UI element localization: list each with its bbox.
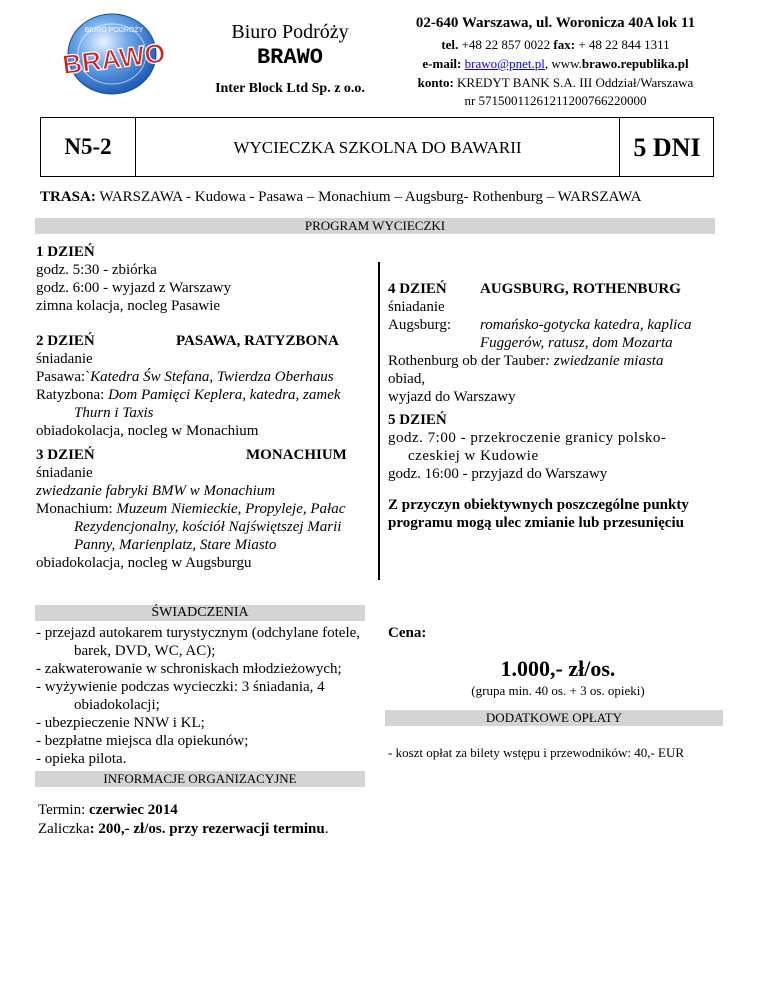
deposit-line [38, 820, 398, 838]
day2-ratyzbona-value: Dom Pamięci Keplera, katedra, zamek [108, 387, 341, 403]
day2-block [36, 332, 366, 440]
program-heading: PROGRAM WYCIECZKI [35, 218, 715, 234]
benefits-list [36, 624, 376, 768]
tour-title-box [40, 117, 714, 177]
logo-main-text: BRAWO [60, 37, 168, 81]
account-bank: KREDYT BANK S.A. III Oddział/Warszawa [457, 75, 694, 90]
day1-block [36, 243, 366, 315]
tel-label: tel. [441, 37, 459, 52]
day3-line: śniadanie [36, 465, 93, 481]
day4-title: 4 DZIEŃ [388, 281, 447, 297]
org-info-heading: INFORMACJE ORGANIZACYJNE [35, 771, 365, 787]
benefit-item: - bezpłatne miejsca dla opiekunów; [36, 733, 249, 749]
day4-line: Fuggerów, ratusz, dom Mozarta [480, 335, 673, 351]
day2-line: Thurn i Taxis [74, 405, 154, 421]
deposit-value: : 200,- zł/os. przy rezerwacji terminu [89, 821, 325, 837]
account-line [383, 73, 728, 92]
day2-places: PASAWA, RATYZBONA [176, 333, 339, 349]
tour-duration: 5 DNI [633, 133, 701, 162]
day4-line: śniadanie [388, 299, 445, 315]
company-logo [52, 8, 176, 98]
day4-line [388, 352, 728, 370]
deposit-end: . [324, 821, 329, 837]
term-value: czerwiec 2014 [89, 802, 178, 818]
day5-title: 5 DZIEŃ [388, 412, 447, 428]
day3-line [36, 500, 371, 518]
day3-block [36, 446, 371, 572]
day4-line [388, 316, 728, 334]
day2-line: obiadokolacja, nocleg w Monachium [36, 423, 259, 439]
extra-fees-heading: DODATKOWE OPŁATY [385, 710, 723, 726]
day2-line [36, 386, 366, 404]
day1-line: godz. 5:30 - zbiórka [36, 262, 157, 278]
brand-name: BRAWO [256, 45, 323, 70]
day4-line: wyjazd do Warszawy [388, 389, 516, 405]
day3-places: MONACHIUM [246, 447, 347, 463]
day4-line: obiad, [388, 371, 426, 387]
day5-line: godz. 7:00 - przekroczenie granicy polsko- [388, 430, 667, 446]
extra-fees-line: - koszt opłat za bilety wstępu i przewodników: 40,- EUR [388, 745, 685, 760]
day2-title: 2 DZIEŃ [36, 333, 95, 349]
benefit-item: - przejazd autokarem turystycznym (odchylane fotele, [36, 625, 361, 641]
term-line [38, 801, 378, 819]
day4-rothenburg-label: Rothenburg ob der Tauber [388, 353, 546, 369]
benefit-item: obiadokolacji; [74, 697, 160, 713]
day2-pasawa-value: Katedra Św Stefana, Twierdza Oberhaus [90, 369, 334, 385]
day3-title: 3 DZIEŃ [36, 447, 95, 463]
day5-line: godz. 16:00 - przyjazd do Warszawy [388, 466, 608, 482]
price-value: 1.000,- zł/os. [500, 656, 616, 681]
day4-rothenburg-value: : zwiedzanie miasta [545, 353, 664, 369]
email-label: e-mail: [422, 56, 462, 71]
day1-line: zimna kolacja, nocleg Pasawie [36, 298, 221, 314]
day2-line [36, 368, 366, 386]
column-divider [378, 262, 380, 580]
day2-pasawa-label: Pasawa:` [36, 369, 91, 385]
logo-top-text: BIURO PODRÓŻY [84, 27, 144, 34]
route [40, 188, 740, 206]
day4-augsburg-value: romańsko-gotycka katedra, kaplica [480, 317, 692, 333]
email-web-line: e-mail: brawo@pnet.pl, www.brawo.republika.pl [422, 56, 689, 71]
day5-block [388, 411, 728, 483]
web-prefix: www. [551, 56, 582, 71]
note-line: programu mogą ulec zmianie lub przesunięciu [388, 515, 684, 531]
day4-places: AUGSBURG, ROTHENBURG [480, 281, 681, 297]
deposit-label: Zaliczka [38, 821, 90, 837]
day4-augsburg-label: Augsburg: [388, 317, 452, 333]
term-label: Termin: [38, 802, 86, 818]
account-label: konto: [417, 75, 454, 90]
address: 02-640 Warszawa, ul. Woronicza 40A lok 11 [415, 15, 696, 31]
tel-value: +48 22 857 0022 [461, 37, 551, 52]
benefit-item: - ubezpieczenie NNW i KL; [36, 715, 205, 731]
day3-monachium-label: Monachium: [36, 501, 113, 517]
note-line: Z przyczyn obiektywnych poszczególne punkty [388, 497, 689, 513]
tour-code: N5-2 [64, 134, 112, 159]
day3-line: Panny, Marienplatz, Stare Miasto [74, 537, 277, 553]
day3-line: Rezydencjonalny, kościół Najświętszej Marii [74, 519, 342, 535]
day5-line: czeskiej w Kudowie [408, 448, 539, 464]
benefits-heading: ŚWIADCZENIA [35, 605, 365, 621]
day3-line: zwiedzanie fabryki BMW w Monachium [36, 483, 276, 499]
benefit-item: - opieka pilota. [36, 751, 127, 767]
day4-block [388, 280, 728, 406]
email-link[interactable]: brawo@pnet.pl [464, 56, 545, 71]
benefit-item: - wyżywienie podczas wycieczki: 3 śniadania, 4 [36, 679, 325, 695]
day3-line: obiadokolacja, nocleg w Augsburgu [36, 555, 252, 571]
benefit-item: - zakwaterowanie w schroniskach młodzieżowych; [36, 661, 342, 677]
program-change-note [388, 496, 728, 532]
phone-fax-line [383, 35, 728, 54]
fax-label: fax: [553, 37, 576, 52]
day3-monachium-value: Muzeum Niemieckie, Propyleje, Pałac [116, 501, 346, 517]
price-note: (grupa min. 40 os. + 3 os. opieki) [471, 683, 645, 698]
web-link[interactable]: brawo.republika.pl [581, 56, 689, 71]
price-label: Cena: [388, 625, 427, 641]
day1-line: godz. 6:00 - wyjazd z Warszawy [36, 280, 232, 296]
route-label: TRASA: [40, 189, 96, 205]
company-name: Biuro Podróży [231, 21, 349, 43]
account-number: nr 57150011261211200766220000 [464, 93, 647, 108]
day2-ratyzbona-label: Ratyzbona: [36, 387, 105, 403]
benefit-item: barek, DVD, WC, AC); [74, 643, 216, 659]
day2-line: śniadanie [36, 351, 93, 367]
fax-value: + 48 22 844 1311 [578, 37, 670, 52]
day1-title: 1 DZIEŃ [36, 244, 95, 260]
company-legal-name: Inter Block Ltd Sp. z o.o. [215, 81, 365, 96]
tour-name: WYCIECZKA SZKOLNA DO BAWARII [233, 138, 522, 157]
route-value: WARSZAWA - Kudowa - Pasawa – Monachium – Augsburg- Rothenburg – WARSZAWA [99, 189, 642, 205]
